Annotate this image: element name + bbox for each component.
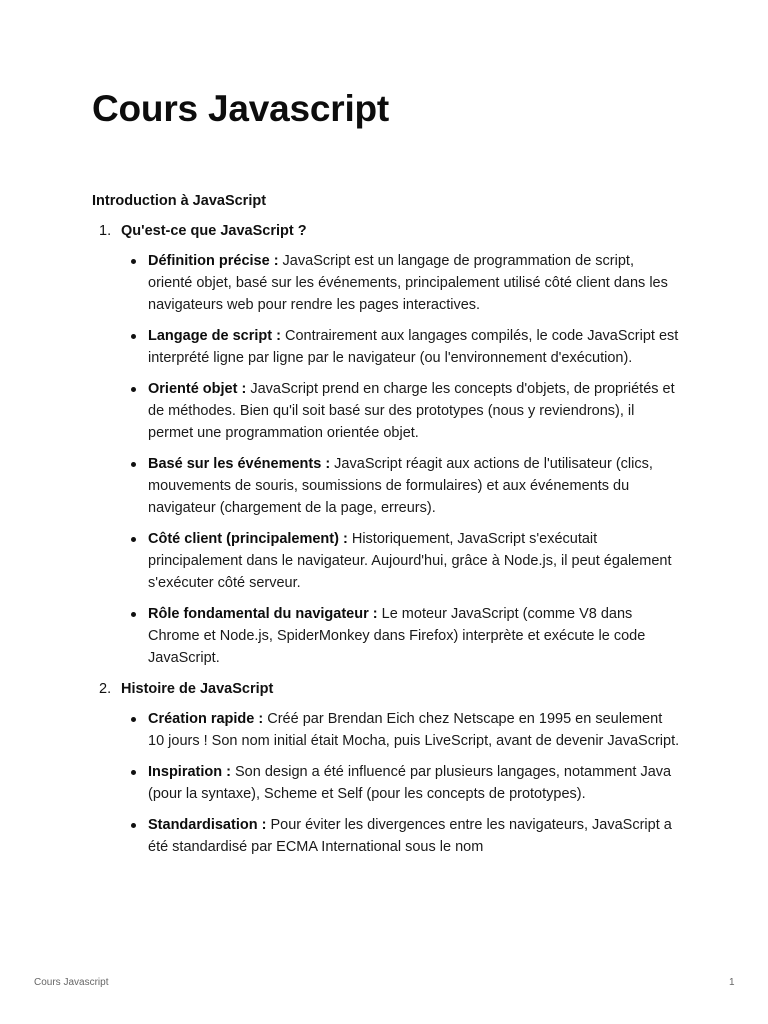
bullet-text: JavaScript est un langage de programmation de script, orienté objet, basé sur les événements, principalement utilisé côté client dans les navigateurs web pour rendre les pages interactives. (148, 253, 668, 313)
bullet-text: Créé par Brendan Eich chez Netscape en 1995 en seulement 10 jours ! Son nom initial était Mocha, puis LiveScript, avant de devenir JavaScript. (148, 711, 680, 749)
bullet-text: JavaScript prend en charge les concepts d'objets, de propriétés et de méthodes. Bien qu'il soit basé sur des prototypes (nous y reviendrons), il permet une programmation orientée objet. (148, 381, 675, 441)
bullet-icon (131, 770, 136, 775)
bullet-term: Inspiration : (148, 764, 231, 780)
item-number: 2. (99, 681, 112, 697)
numbered-list (92, 220, 682, 858)
bullet-text: Contrairement aux langages compilés, le code JavaScript est interprété ligne par ligne par le navigateur (ou l'environnement d'exécution). (148, 328, 679, 366)
list-item (121, 325, 682, 369)
document-page (92, 86, 682, 867)
bullet-term: Langage de script : (148, 328, 281, 344)
bullet-list (121, 250, 682, 669)
list-item (121, 814, 682, 858)
bullet-text: JavaScript réagit aux actions de l'utilisateur (clics, mouvements de souris, soumissions de formulaires) et aux événements du navigateur (chargement de la page, erreurs). (148, 456, 653, 516)
item-title: Qu'est-ce que JavaScript ? (121, 223, 307, 239)
list-item (121, 603, 682, 669)
page-title: Cours Javascript (92, 88, 390, 129)
bullet-text: Pour éviter les divergences entre les navigateurs, JavaScript a été standardisé par ECMA International sous le nom (148, 817, 672, 855)
list-item (121, 528, 682, 594)
bullet-icon (131, 537, 136, 542)
bullet-icon (131, 462, 136, 467)
bullet-term: Standardisation : (148, 817, 267, 833)
list-item (121, 708, 682, 752)
bullet-term: Définition précise : (148, 253, 279, 269)
list-item (121, 761, 682, 805)
footer-doc-name: Cours Javascript (34, 977, 109, 988)
bullet-term: Basé sur les événements : (148, 456, 331, 472)
bullet-text: Son design a été influencé par plusieurs langages, notamment Java (pour la syntaxe), Scheme et Self (pour les concepts de prototypes). (148, 764, 672, 802)
bullet-text: Historiquement, JavaScript s'exécutait principalement dans le navigateur. Aujourd'hui, grâce à Node.js, il peut également s'exécuter côté serveur. (148, 531, 672, 591)
bullet-icon (131, 823, 136, 828)
footer-page-number: 1 (729, 977, 735, 988)
bullet-icon (131, 334, 136, 339)
list-item-1 (92, 220, 682, 669)
item-number: 1. (99, 223, 112, 239)
section-title: Introduction à JavaScript (92, 193, 267, 209)
list-item (121, 378, 682, 444)
bullet-term: Côté client (principalement) : (148, 531, 348, 547)
bullet-icon (131, 259, 136, 264)
bullet-term: Création rapide : (148, 711, 264, 727)
bullet-icon (131, 612, 136, 617)
bullet-term: Orienté objet : (148, 381, 247, 397)
bullet-icon (131, 717, 136, 722)
item-title: Histoire de JavaScript (121, 681, 274, 697)
bullet-list (121, 708, 682, 858)
list-item-2 (92, 678, 682, 858)
bullet-text: Le moteur JavaScript (comme V8 dans Chrome et Node.js, SpiderMonkey dans Firefox) interprète et exécute le code JavaScript. (148, 606, 646, 666)
list-item (121, 453, 682, 519)
list-item (121, 250, 682, 316)
bullet-term: Rôle fondamental du navigateur : (148, 606, 378, 622)
bullet-icon (131, 387, 136, 392)
